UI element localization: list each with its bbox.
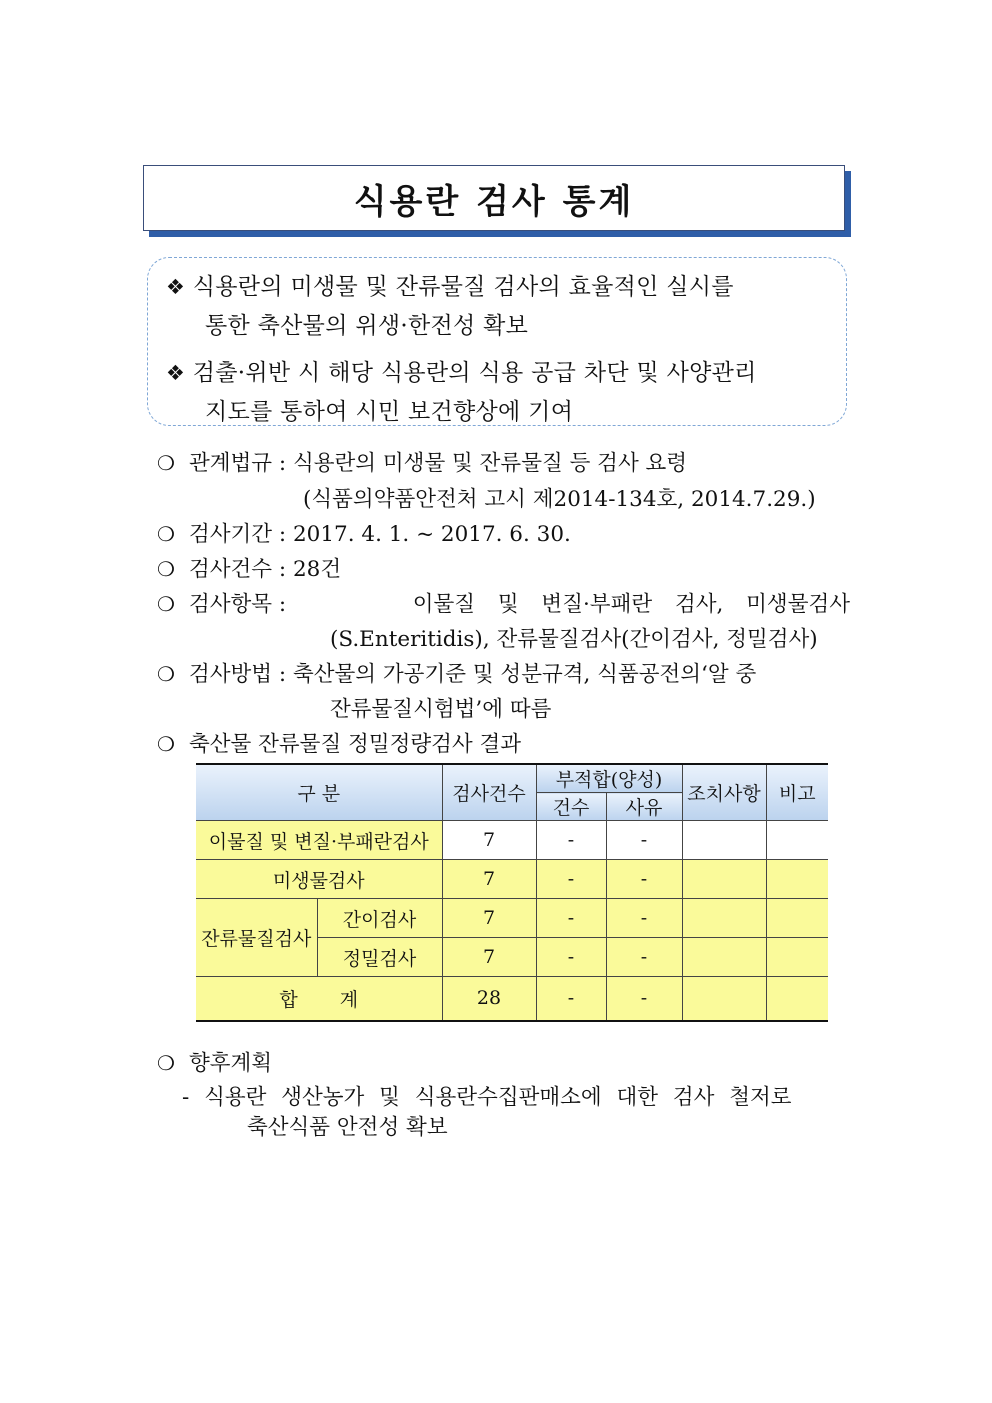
count-item: [157, 552, 341, 583]
circle-bullet-icon: ❍: [157, 522, 175, 546]
row-count: 7: [442, 821, 536, 860]
circle-bullet-icon: ❍: [157, 662, 175, 686]
plan-line2: 축산식품 안전성 확보: [247, 1115, 448, 1140]
row-label: 간이검사: [317, 899, 442, 938]
scope-item: [157, 587, 850, 618]
result-heading: 축산물 잔류물질 정밀정량검사 결과: [189, 732, 522, 757]
plan-heading: 향후계획: [189, 1051, 273, 1076]
row-total-label: 합 계: [196, 977, 442, 1021]
scope-value: 이물질 및 변질·부패란 검사, 미생물검사: [412, 592, 850, 617]
header-nonconform: 부적합(양성): [536, 764, 682, 793]
row-count: 7: [442, 860, 536, 899]
law-item: [157, 446, 687, 477]
summary-bullet-2-line2: 지도를 통하여 시민 보건향상에 기여: [205, 399, 574, 425]
row-nc-count: -: [536, 860, 606, 899]
period-value: 2017. 4. 1. ~ 2017. 6. 30.: [293, 522, 571, 547]
row-action: [682, 977, 766, 1021]
method-cont: 잔류물질시험법’에 따름: [330, 697, 552, 722]
row-label: 정밀검사: [317, 938, 442, 977]
circle-bullet-icon: ❍: [157, 557, 175, 581]
table-row: [196, 899, 828, 938]
row-label: 미생물검사: [196, 860, 442, 899]
period-label: 검사기간 :: [189, 522, 287, 547]
table-row: [196, 821, 828, 860]
header-note: 비고: [766, 764, 828, 821]
method-value: 축산물의 가공기준 및 성분규격, 식품공전의‘알 중: [293, 662, 757, 687]
circle-bullet-icon: ❍: [157, 732, 175, 756]
summary-bullet-1-line2: 통한 축산물의 위생·한전성 확보: [205, 313, 529, 339]
law-value: 식용란의 미생물 및 잔류물질 등 검사 요령: [293, 451, 688, 476]
row-nc-reason: -: [606, 977, 682, 1021]
row-nc-reason: -: [606, 899, 682, 938]
header-nc-count: 건수: [536, 793, 606, 821]
row-group-label: 잔류물질검사: [196, 899, 317, 977]
summary-bullet-1: [166, 268, 805, 301]
header-count: 검사건수: [442, 764, 536, 821]
row-action: [682, 899, 766, 938]
count-label: 검사건수 :: [189, 557, 287, 582]
header-action: 조치사항: [682, 764, 766, 821]
row-nc-count: -: [536, 821, 606, 860]
row-nc-reason: -: [606, 860, 682, 899]
circle-bullet-icon: ❍: [157, 1051, 175, 1075]
row-count: 7: [442, 899, 536, 938]
method-item: [157, 657, 756, 688]
results-table: [196, 763, 828, 1022]
row-label: 이물질 및 변질·부패란검사: [196, 821, 442, 860]
table-row: [196, 977, 828, 1021]
row-nc-reason: -: [606, 938, 682, 977]
method-label: 검사방법 :: [189, 662, 287, 687]
summary-bullet-2-line1: 검출·위반 시 해당 식용란의 식용 공급 차단 및 사양관리: [192, 360, 757, 386]
diamond-bullet-icon: ❖: [166, 361, 186, 385]
header-category: 구 분: [196, 764, 442, 821]
row-count: 28: [442, 977, 536, 1021]
period-item: [157, 517, 571, 548]
law-note: (식품의약품안전처 고시 제2014-134호, 2014.7.29.): [303, 487, 816, 512]
row-count: 7: [442, 938, 536, 977]
count-value: 28건: [293, 557, 342, 582]
circle-bullet-icon: ❍: [157, 451, 175, 475]
summary-bullet-2: [166, 354, 757, 387]
row-action: [682, 860, 766, 899]
row-note: [766, 860, 828, 899]
row-note: [766, 977, 828, 1021]
law-label: 관계법규 :: [189, 451, 287, 476]
result-heading-item: [157, 727, 521, 758]
row-nc-count: -: [536, 977, 606, 1021]
circle-bullet-icon: ❍: [157, 592, 175, 616]
row-note: [766, 938, 828, 977]
scope-cont: (S.Enteritidis), 잔류물질검사(간이검사, 정밀검사): [330, 627, 818, 652]
row-note: [766, 821, 828, 860]
row-nc-count: -: [536, 938, 606, 977]
table-row: [196, 860, 828, 899]
plan-item: [157, 1046, 272, 1077]
row-nc-reason: -: [606, 821, 682, 860]
row-nc-count: -: [536, 899, 606, 938]
scope-label: 검사항목 :: [189, 592, 287, 617]
row-action: [682, 938, 766, 977]
row-action: [682, 821, 766, 860]
plan-line1: - 식용란 생산농가 및 식용란수집판매소에 대한 검사 철저로: [182, 1085, 792, 1110]
diamond-bullet-icon: ❖: [166, 275, 186, 299]
row-note: [766, 899, 828, 938]
summary-bullet-1-line1: 식용란의 미생물 및 잔류물질 검사의 효율적인 실시를: [192, 274, 734, 300]
page-title: 식용란 검사 통계: [353, 181, 635, 222]
header-nc-reason: 사유: [606, 793, 682, 821]
page-title-box: [143, 165, 845, 231]
